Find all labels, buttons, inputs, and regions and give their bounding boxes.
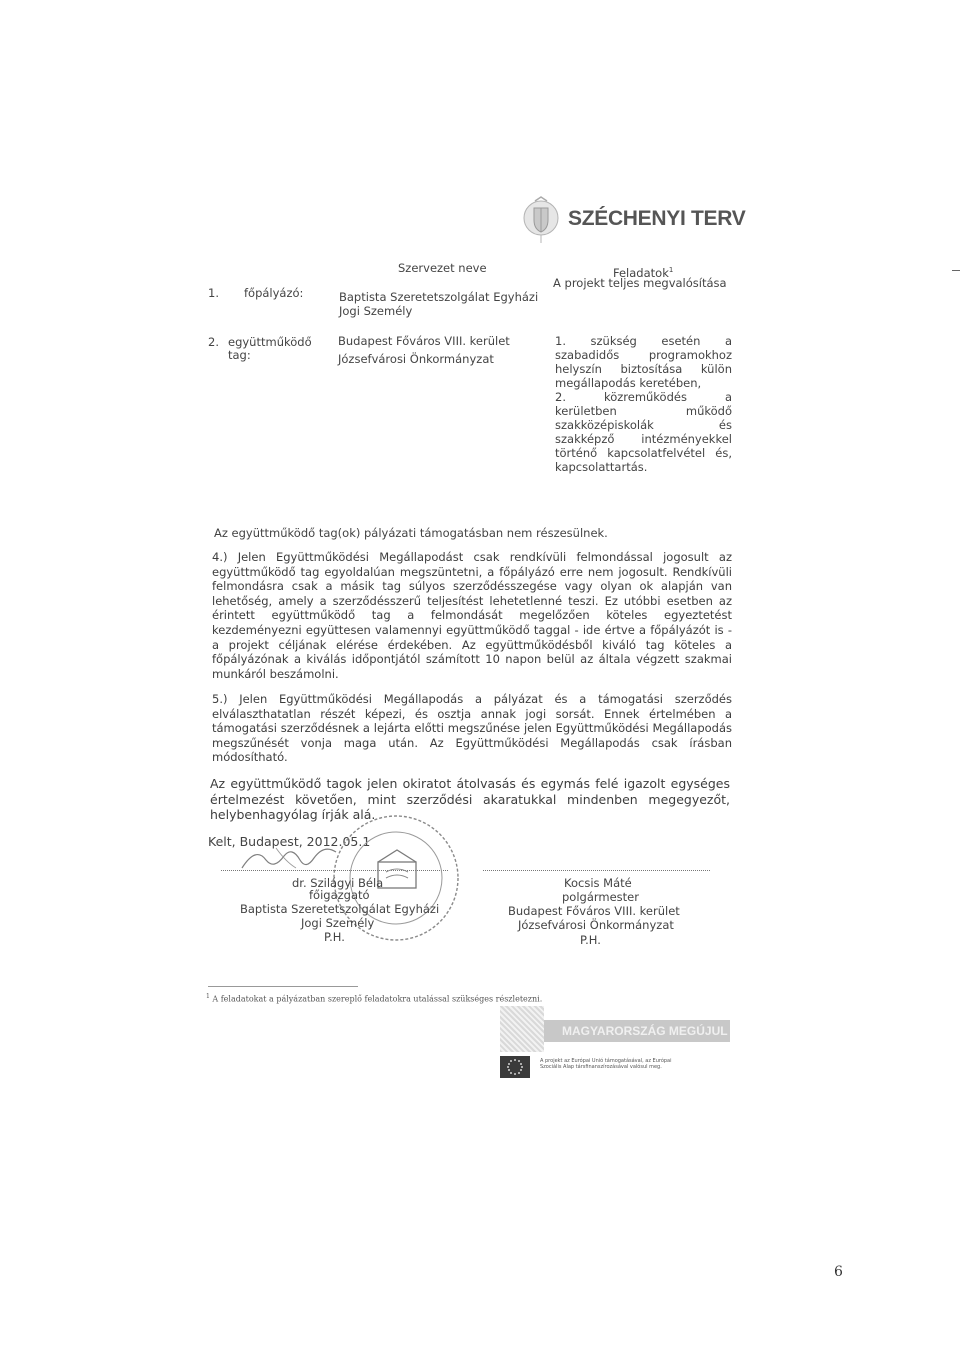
- footnote-mark: 1: [206, 993, 210, 1000]
- support-note: Az együttműködő tag(ok) pályázati támogatásban nem részesülnek.: [214, 526, 608, 540]
- eu-flag-icon: [500, 1056, 530, 1078]
- row2-task-line: helyszín biztosítása külön: [555, 362, 732, 376]
- date-line: Kelt, Budapest, 2012.05.1: [208, 834, 371, 849]
- row2-org-line1: Budapest Főváros VIII. kerület: [338, 334, 510, 348]
- left-signer-name: dr. Szilágyi Béla: [292, 876, 384, 890]
- row2-task-line: megállapodás keretében,: [555, 376, 702, 390]
- row1-org-line1: Baptista Szeretetszolgálat Egyházi: [339, 290, 539, 304]
- eu-support-line2: Szociális Alap társfinanszírozásával valósul meg.: [540, 1064, 662, 1070]
- eu-banner-band: [544, 1020, 730, 1042]
- eu-banner: [500, 1006, 730, 1052]
- page-number: 6: [834, 1264, 843, 1280]
- row2-task-line: 2. közreműködés a: [555, 390, 732, 404]
- row2-task-line: történő kapcsolatfelvétel és,: [555, 446, 732, 460]
- row2-task-line: szabadidős programokhoz: [555, 348, 732, 362]
- row1-org-line2: Jogi Személy: [339, 304, 413, 318]
- footnote: [206, 993, 542, 1004]
- tasks-header-label: Feladatok: [613, 265, 669, 280]
- paragraph-5: 5.) Jelen Együttműködési Megállapodás a pályázat és a támogatási szerződés elválaszthatatlan részét képezi, és osztja annak jogi sorsát. Ennek értelmében a támogatási szerződésnek a lejárta előtti megszűnése jelen Együttműködési Megállapodás megszűnését vonja maga után. Az Együttműködési Megállapodás csak írásban módosítható.: [212, 692, 732, 765]
- row1-tasks: A projekt teljes megvalósítása: [553, 276, 727, 290]
- row2-role-line2: tag:: [228, 348, 251, 362]
- row2-task-line: szakközépiskolák és: [555, 418, 732, 432]
- left-signer-org1: Baptista Szeretetszolgálat Egyházi: [240, 902, 440, 916]
- scan-edge-mark: [952, 270, 960, 271]
- szechenyi-terv-logo: [515, 190, 745, 250]
- eu-stars-icon: [500, 1056, 530, 1078]
- paragraph-4: 4.) Jelen Együttműködési Megállapodást csak rendkívüli felmondással jogosult az együttműködő tag egyoldalúan megszüntetni, a főpályázó erre nem jogosult. Rendkívüli felmondásra csak a másik tag súlyos szerződésszegése vagy olyan ok alapján van lehetőség, amely a szerződésszerű teljesítést lehetetlenné teszi. Ez utóbbi esetben az érintett együttműködő tag a felmondását megelőzően köteles egyeztetést kezdeményezni együttesen valamennyi együttműködő taggal - ide értve a főpályázót is - a projekt céljának elérése érdekében. Az együttműködésből kiváló tag köteles a főpályázónak a kiválás időpontjától számított 10 napon belül az általa végzett szakmai munkáról beszámolni.: [212, 550, 732, 681]
- row1-role: főpályázó:: [244, 286, 304, 300]
- row2-task-line: kerületben működő: [555, 404, 732, 418]
- row2-task-line: 1. szükség esetén a: [555, 334, 732, 348]
- row2-role-line1: együttműködő: [228, 335, 312, 349]
- row2-tasks: [555, 334, 732, 474]
- hungarian-crest-icon: [515, 190, 567, 246]
- eu-banner-pattern: [500, 1006, 544, 1052]
- tasks-header-footnote-mark: 1: [668, 266, 674, 274]
- left-stamp-mark: P.H.: [324, 930, 345, 944]
- eu-support-text: [540, 1058, 740, 1070]
- right-signature-line: [483, 870, 710, 871]
- left-signer-title: főigazgató: [309, 888, 370, 902]
- right-signer-name: Kocsis Máté: [564, 876, 632, 890]
- row2-org-line2: Józsefvárosi Önkormányzat: [338, 352, 494, 366]
- row1-number: 1.: [208, 286, 219, 300]
- closing-statement: Az együttműködő tagok jelen okiratot átolvasás és egymás felé igazolt egységes értelmezést követően, mint szerződési akaratukkal mindenben megegyezőt, helybenhagyólag írják alá.: [210, 776, 730, 822]
- eu-support-line1: A projekt az Európai Unió támogatásával, az Európai: [540, 1058, 672, 1064]
- footnote-text: A feladatokat a pályázatban szereplő feladatokra utalással szükséges részletezni.: [212, 994, 543, 1004]
- right-signer-org2: Józsefvárosi Önkormányzat: [518, 918, 674, 932]
- row2-number: 2.: [208, 335, 219, 349]
- row2-task-line: kapcsolattartás.: [555, 460, 648, 474]
- row2-task-line: szakképző intézményekkel: [555, 432, 732, 446]
- handwritten-signature-left: [236, 838, 356, 878]
- right-stamp-mark: P.H.: [580, 933, 601, 947]
- org-name-header: Szervezet neve: [398, 261, 487, 275]
- eu-banner-text: MAGYARORSZÁG MEGÚJUL: [562, 1024, 728, 1038]
- left-signer-org2: Jogi Személy: [301, 916, 375, 930]
- logo-text: SZÉCHENYI TERV: [568, 207, 746, 230]
- right-signer-title: polgármester: [562, 890, 639, 904]
- footnote-separator: [208, 986, 358, 987]
- right-signer-org1: Budapest Főváros VIII. kerület: [508, 904, 680, 918]
